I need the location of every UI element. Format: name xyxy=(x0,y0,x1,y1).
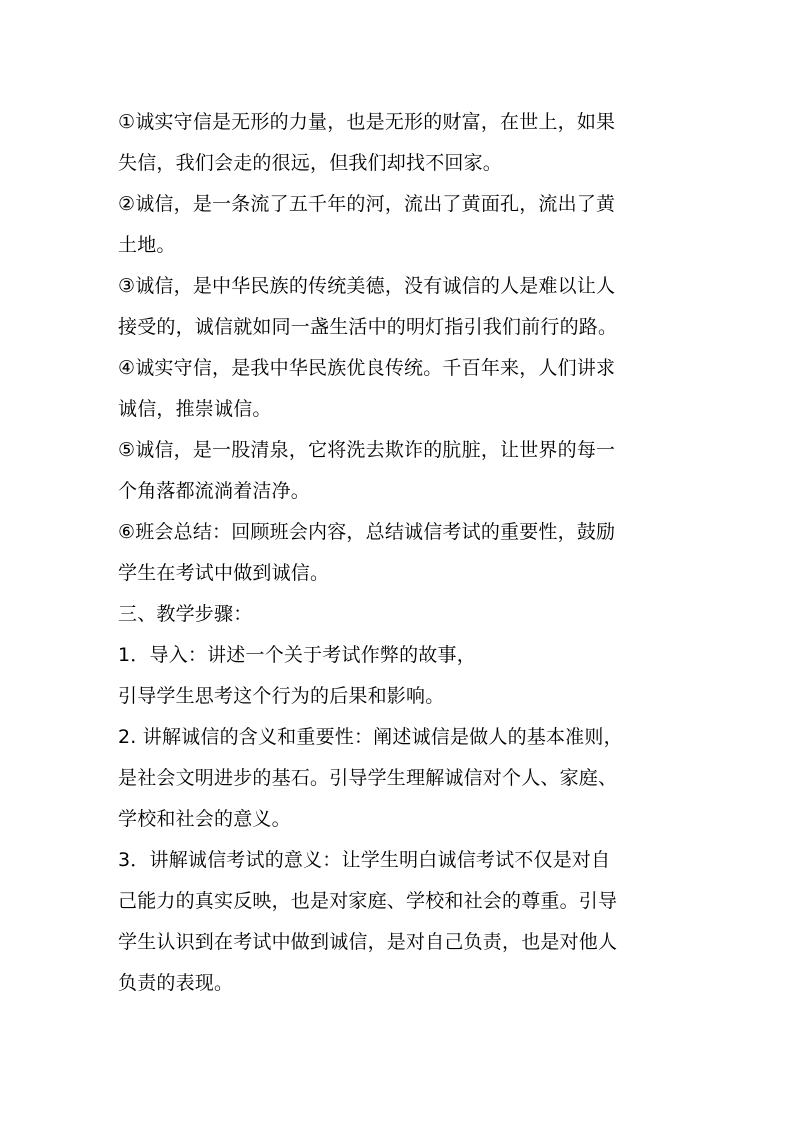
text-line: 学生认识到在考试中做到诚信，是对自己负责，也是对他人 xyxy=(118,931,618,953)
text-line: 学生在考试中做到诚信。 xyxy=(118,562,330,584)
text-line: ①诚实守信是无形的力量，也是无形的财富，在世上，如果 xyxy=(118,111,616,133)
document-body xyxy=(118,102,678,1004)
text-line: 个角落都流淌着洁净。 xyxy=(118,480,311,502)
text-line: 己能力的真实反映，也是对家庭、学校和社会的尊重。引导 xyxy=(118,890,618,912)
section-heading: 三、教学步骤： xyxy=(118,603,253,625)
text-line: 负责的表现。 xyxy=(118,972,234,994)
text-line: 1．导入：讲述一个关于考试作弊的故事， xyxy=(118,644,476,666)
text-line: 引导学生思考这个行为的后果和影响。 xyxy=(118,685,445,707)
text-line: 失信，我们会走的很远，但我们却找不回家。 xyxy=(118,152,503,174)
text-line: ⑥班会总结：回顾班会内容，总结诚信考试的重要性，鼓励 xyxy=(118,521,616,543)
text-line: 3．讲解诚信考试的意义：让学生明白诚信考试不仅是对自 xyxy=(118,849,611,871)
text-line: 学校和社会的意义。 xyxy=(118,808,291,830)
text-line: ③诚信，是中华民族的传统美德，没有诚信的人是难以让人 xyxy=(118,275,616,297)
text-line: ②诚信，是一条流了五千年的河，流出了黄面孔，流出了黄 xyxy=(118,193,616,215)
text-line: ⑤诚信，是一股清泉，它将洗去欺诈的肮脏，让世界的每一 xyxy=(118,439,616,461)
text-line: 2. 讲解诚信的含义和重要性：阐述诚信是做人的基本准则， xyxy=(118,726,623,748)
text-line: 诚信，推崇诚信。 xyxy=(118,398,272,420)
text-line: ④诚实守信，是我中华民族优良传统。千百年来，人们讲求 xyxy=(118,357,616,379)
text-line: 接受的，诚信就如同一盏生活中的明灯指引我们前行的路。 xyxy=(118,316,618,338)
text-line: 是社会文明进步的基石。引导学生理解诚信对个人、家庭、 xyxy=(118,767,618,789)
text-line: 土地。 xyxy=(118,234,176,256)
